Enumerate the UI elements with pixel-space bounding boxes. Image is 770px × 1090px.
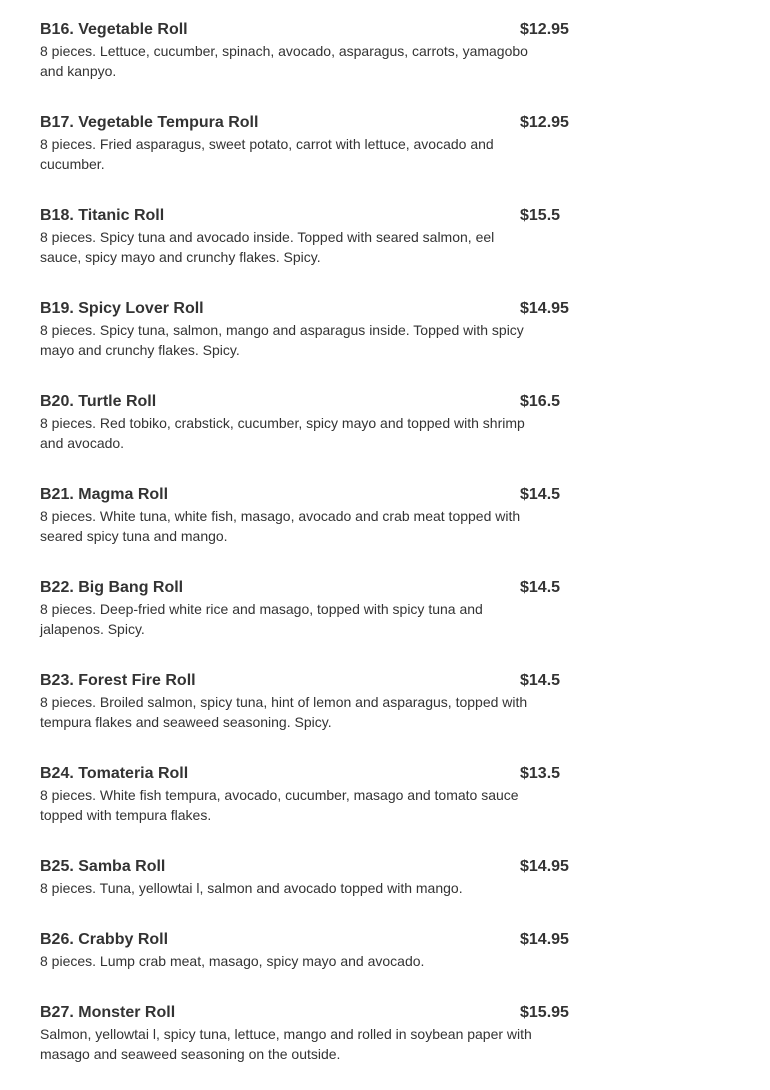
- menu-item-price: $14.95: [520, 300, 569, 317]
- menu-item-description: 8 pieces. Red tobiko, crabstick, cucumber, spicy mayo and topped with shrimp and avocado.: [40, 415, 525, 451]
- menu-item-header: [40, 392, 580, 412]
- menu-item-header: [40, 930, 580, 950]
- menu-item-header: [40, 485, 580, 505]
- menu-item[interactable]: [40, 206, 580, 299]
- menu-item-header: [40, 20, 580, 40]
- menu-item-name[interactable]: B27. Monster Roll: [40, 1004, 176, 1021]
- menu-item[interactable]: [40, 113, 580, 206]
- menu-item-price: $15.95: [520, 1004, 569, 1021]
- menu-item[interactable]: [40, 392, 580, 485]
- menu-item-header: [40, 764, 580, 784]
- menu-list: [40, 20, 580, 1076]
- menu-item[interactable]: [40, 20, 580, 113]
- menu-item-header: [40, 113, 580, 133]
- menu-item-header: [40, 578, 580, 598]
- menu-item-name[interactable]: B21. Magma Roll: [40, 486, 169, 503]
- menu-item-name[interactable]: B18. Titanic Roll: [40, 207, 165, 224]
- menu-item-name[interactable]: B19. Spicy Lover Roll: [40, 300, 204, 317]
- menu-item[interactable]: [40, 857, 580, 930]
- menu-item-header: [40, 1003, 580, 1023]
- menu-item-description: 8 pieces. Lettuce, cucumber, spinach, avocado, asparagus, carrots, yamagobo and kanpyo.: [40, 43, 528, 79]
- menu-item-header: [40, 299, 580, 319]
- menu-item-description: 8 pieces. Spicy tuna and avocado inside. Topped with seared salmon, eel sauce, spicy mayo and crunchy flakes. Spicy.: [40, 229, 495, 265]
- menu-item[interactable]: [40, 485, 580, 578]
- menu-item-name[interactable]: B22. Big Bang Roll: [40, 579, 184, 596]
- menu-item-name[interactable]: B24. Tomateria Roll: [40, 765, 189, 782]
- menu-item-price: $13.5: [520, 765, 561, 782]
- menu-item-description: 8 pieces. Spicy tuna, salmon, mango and asparagus inside. Topped with spicy mayo and crunchy flakes. Spicy.: [40, 322, 524, 358]
- menu-item-price: $14.5: [520, 672, 561, 689]
- menu-item-description: 8 pieces. Tuna, yellowtai l, salmon and avocado topped with mango.: [40, 880, 463, 896]
- menu-item[interactable]: [40, 764, 580, 857]
- menu-item-description: 8 pieces. Lump crab meat, masago, spicy mayo and avocado.: [40, 953, 425, 969]
- menu-item-price: $14.95: [520, 858, 569, 875]
- menu-item[interactable]: [40, 671, 580, 764]
- menu-item-price: $15.5: [520, 207, 561, 224]
- menu-item-description: 8 pieces. White fish tempura, avocado, cucumber, masago and tomato sauce topped with tempura flakes.: [40, 787, 519, 823]
- menu-item-name[interactable]: B25. Samba Roll: [40, 858, 166, 875]
- menu-item-price: $12.95: [520, 114, 569, 131]
- menu-item[interactable]: [40, 1003, 580, 1076]
- menu-item-price: $14.95: [520, 931, 569, 948]
- menu-item-name[interactable]: B16. Vegetable Roll: [40, 21, 188, 38]
- menu-item[interactable]: [40, 578, 580, 671]
- menu-item-header: [40, 857, 580, 877]
- menu-item-name[interactable]: B20. Turtle Roll: [40, 393, 157, 410]
- menu-item[interactable]: [40, 299, 580, 392]
- menu-item-name[interactable]: B17. Vegetable Tempura Roll: [40, 114, 259, 131]
- menu-item-price: $14.5: [520, 486, 561, 503]
- menu-item-price: $16.5: [520, 393, 561, 410]
- menu-item[interactable]: [40, 930, 580, 1003]
- menu-item-description: 8 pieces. Broiled salmon, spicy tuna, hint of lemon and asparagus, topped with tempura flakes and seaweed seasoning. Spicy.: [40, 694, 528, 730]
- menu-item-header: [40, 206, 580, 226]
- menu-item-description: Salmon, yellowtai l, spicy tuna, lettuce, mango and rolled in soybean paper with masago and seaweed seasoning on the outside.: [40, 1026, 532, 1062]
- menu-item-header: [40, 671, 580, 691]
- menu-item-price: $12.95: [520, 21, 569, 38]
- menu-item-name[interactable]: B26. Crabby Roll: [40, 931, 169, 948]
- menu-item-price: $14.5: [520, 579, 561, 596]
- menu-item-description: 8 pieces. Deep-fried white rice and masago, topped with spicy tuna and jalapenos. Spicy.: [40, 601, 483, 637]
- menu-item-description: 8 pieces. Fried asparagus, sweet potato, carrot with lettuce, avocado and cucumber.: [40, 136, 494, 172]
- menu-item-name[interactable]: B23. Forest Fire Roll: [40, 672, 196, 689]
- menu-item-description: 8 pieces. White tuna, white fish, masago, avocado and crab meat topped with seared spicy tuna and mango.: [40, 508, 521, 544]
